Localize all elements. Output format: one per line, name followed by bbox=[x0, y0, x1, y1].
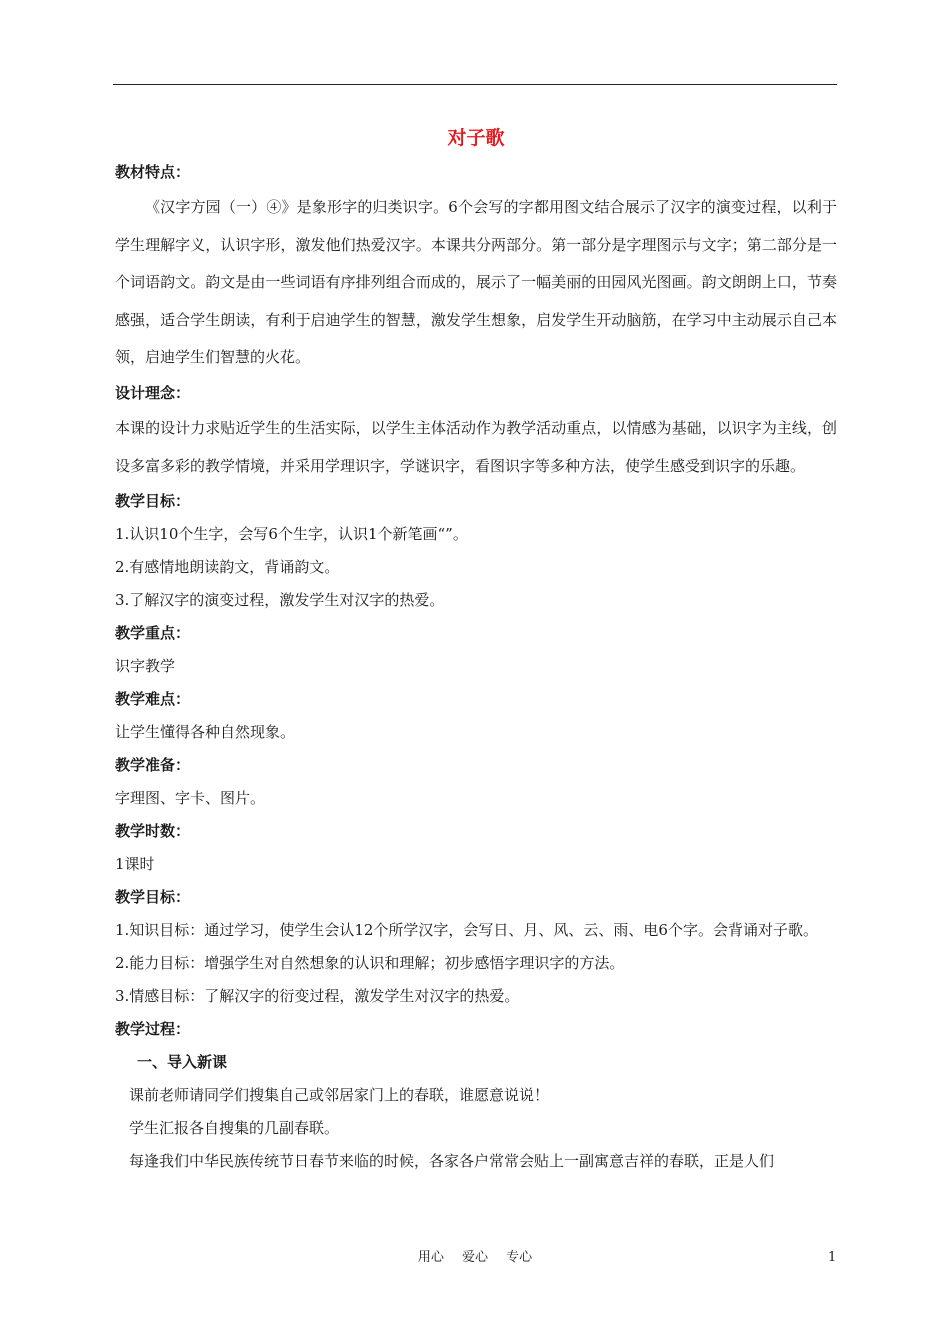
text-preparation: 字理图、字卡、图片。 bbox=[115, 789, 266, 808]
footer-motto: 用心 爱心 专心 bbox=[417, 1250, 533, 1265]
heading-process: 教学过程： bbox=[115, 1020, 191, 1039]
page-title: 对子歌 bbox=[447, 127, 505, 149]
goal-item: 2.有感情地朗读韵文，背诵韵文。 bbox=[115, 558, 340, 577]
text-key-point: 识字教学 bbox=[115, 657, 176, 676]
process-line: 课前老师请同学们搜集自己或邻居家门上的春联，谁愿意说说！ bbox=[129, 1086, 550, 1105]
heading-difficulty: 教学难点： bbox=[115, 690, 191, 709]
heading-class-hours: 教学时数： bbox=[115, 822, 191, 841]
goal-item: 3.了解汉字的演变过程，激发学生对汉字的热爱。 bbox=[115, 591, 445, 610]
heading-features: 教材特点： bbox=[115, 163, 191, 181]
header-rule bbox=[113, 84, 837, 85]
subheading-intro: 一、导入新课 bbox=[137, 1053, 228, 1072]
heading-goals: 教学目标： bbox=[115, 492, 191, 511]
heading-key-point: 教学重点： bbox=[115, 624, 191, 643]
process-line: 学生汇报各自搜集的几副春联。 bbox=[129, 1119, 340, 1138]
heading-concept: 设计理念： bbox=[115, 383, 191, 402]
page-number: 1 bbox=[828, 1250, 837, 1265]
goal-item: 1.认识10个生字，会写6个生字，认识1个新笔画“”。 bbox=[115, 525, 468, 544]
heading-goals-detailed: 教学目标： bbox=[115, 888, 191, 907]
paragraph-concept: 本课的设计力求贴近学生的生活实际，以学生主体活动作为教学活动重点，以情感为基础，以识字为主线，创设多富多彩的教学情境，并采用学理识字，学谜识字，看图识字等多种方法，使学生感受到识字的乐趣。 bbox=[115, 418, 837, 475]
goal-detail-item: 3.情感目标：了解汉字的衍变过程，激发学生对汉字的热爱。 bbox=[115, 987, 520, 1006]
paragraph-features: 《汉字方园（一）④》是象形字的归类识字。6个会写的字都用图文结合展示了汉字的演变过程，以利于学生理解字义，认识字形，激发他们热爱汉字。本课共分两部分。第一部分是字理图示与文字；第二部分是一个词语韵文。韵文是由一些词语有序排列组合而成的，展示了一幅美丽的田园风光图画。韵文朗朗上口，节奏感强，适合学生朗读，有利于启迪学生的智慧，激发学生想象，启发学生开动脑筋，在学习中主动展示自己本领，启迪学生们智慧的火花。 bbox=[115, 198, 837, 367]
text-class-hours: 1课时 bbox=[115, 855, 155, 874]
process-line: 每逢我们中华民族传统节日春节来临的时候，各家各户常常会贴上一副寓意吉祥的春联，正是人们 bbox=[129, 1152, 775, 1171]
goal-detail-item: 1.知识目标：通过学习，使学生会认12个所学汉字，会写日、月、风、云、雨、电6个字。会背诵对子歌。 bbox=[115, 921, 818, 940]
text-difficulty: 让学生懂得各种自然现象。 bbox=[115, 723, 296, 742]
document-body bbox=[115, 120, 837, 1178]
goal-detail-item: 2.能力目标：增强学生对自然想象的认识和理解；初步感悟字理识字的方法。 bbox=[115, 954, 625, 973]
heading-preparation: 教学准备： bbox=[115, 756, 191, 775]
page-footer bbox=[0, 1246, 950, 1270]
